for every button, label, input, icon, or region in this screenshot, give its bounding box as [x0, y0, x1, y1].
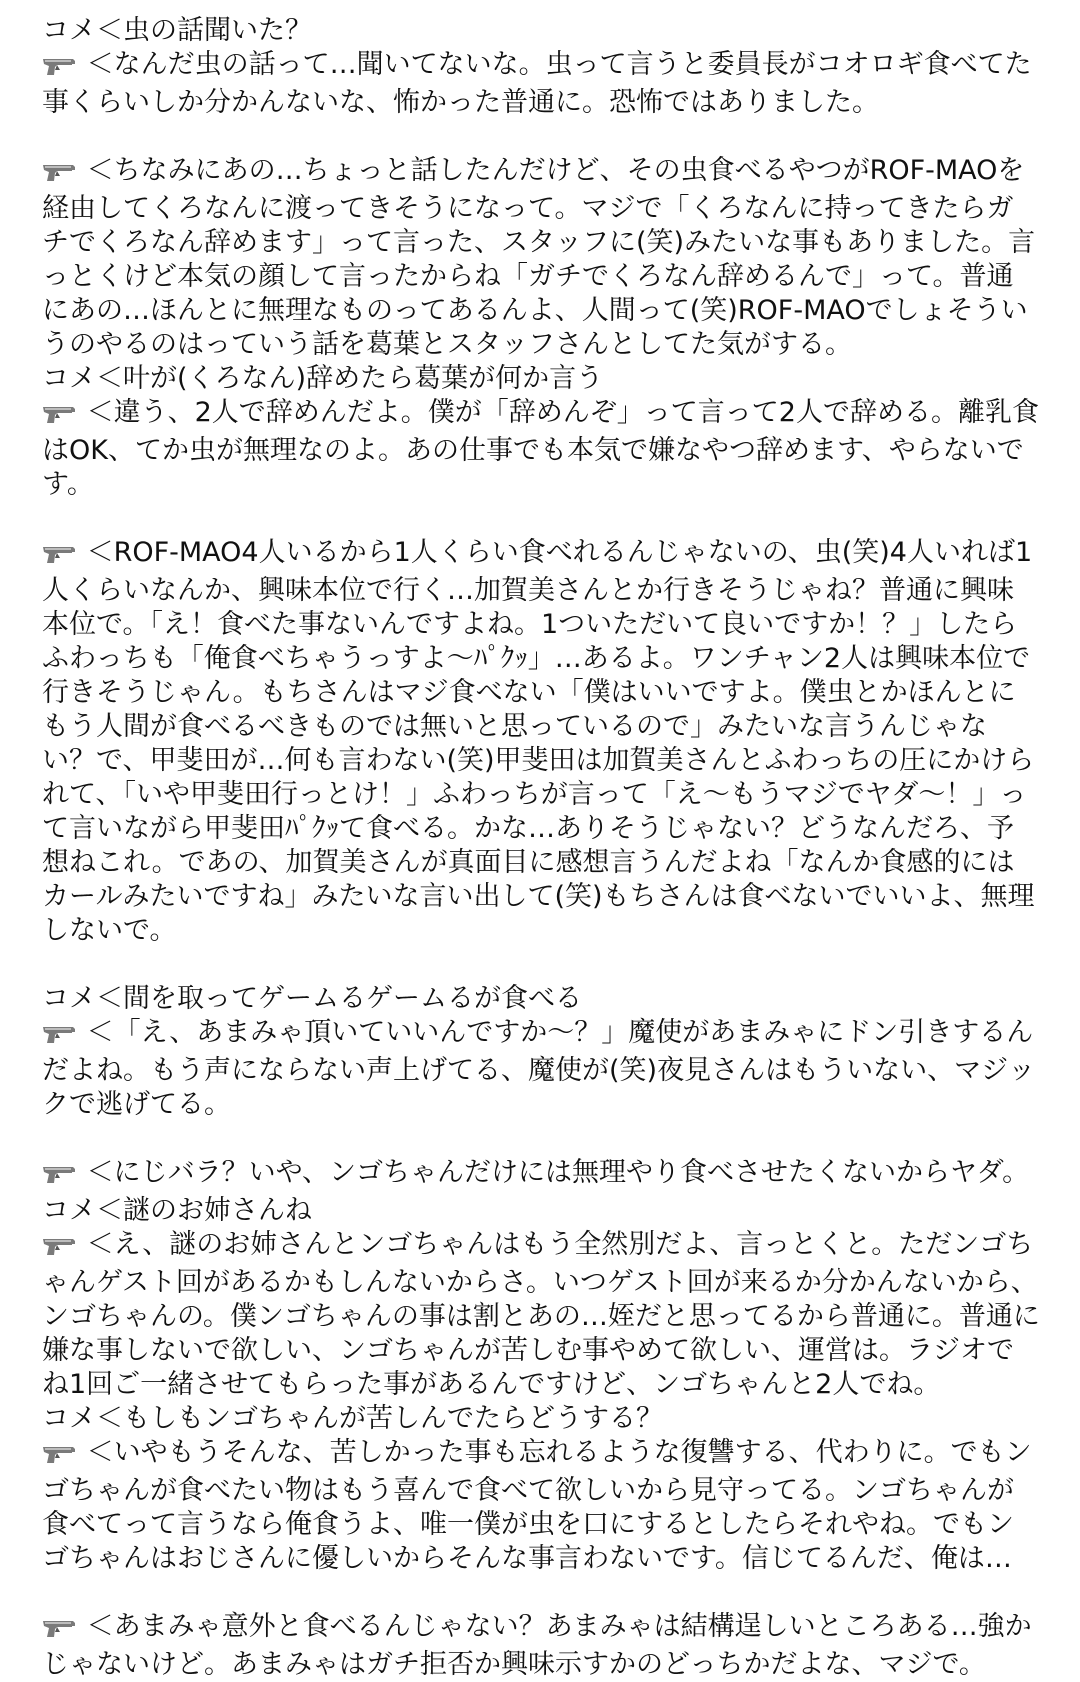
paragraph-spacer	[42, 502, 1040, 536]
pistol-icon	[42, 52, 76, 86]
paragraph-spacer	[42, 1122, 1040, 1156]
paragraph-spacer	[42, 120, 1040, 154]
pistol-icon	[42, 1160, 76, 1194]
comment-line	[42, 982, 1040, 1016]
comment-line	[42, 1194, 1040, 1228]
line-text: ＜にじバラ？いや、ンゴちゃんだけには無理やり食べさせたくないからヤダ。	[86, 1157, 1030, 1188]
line-text: ＜ROF-MAO4人いるから1人くらい食べれるんじゃないの、虫(笑)4人いれば1人くらいなんか、興味本位で行く…加賀美さんとか行きそうじゃね？普通に興味本位で。「え！食べた事ないんですよね。1ついただいて良いですか！？」したらふわっちも「俺食べちゃうっすよ〜ﾊﾟｸｯ」…あるよ。ワンチャン2人は興味本位で行きそうじゃん。もちさんはマジ食べない「僕はいいですよ。僕虫とかほんとにもう人間が食べるべきものでは無いと思っているので」みたいな言うんじゃない？で、甲斐田が…何も言わない(笑)甲斐田は加賀美さんとふわっちの圧にかけられて、「いや甲斐田行っとけ！」ふわっちが言って「え〜もうマジでヤダ〜！」って言いながら甲斐田ﾊﾟｸｯて食べる。かな…ありそうじゃない？どうなんだろ、予想ねこれ。であの、加賀美さんが真面目に感想言うんだよね「なんか食感的にはカールみたいですね」みたいな言い出して(笑)もちさんは食べないでいいよ、無理しないで。	[42, 537, 1035, 946]
pistol-icon	[42, 158, 76, 192]
paragraph-spacer	[42, 1576, 1040, 1610]
streamer-line	[42, 1228, 1040, 1402]
line-text: ＜「え、あまみゃ頂いていいんですか〜？」魔使があまみゃにドン引きするんだよね。もう声にならない声上げてる、魔使が(笑)夜見さんはもういない、マジックで逃げてる。	[42, 1017, 1036, 1120]
transcript	[42, 14, 1040, 1682]
pistol-icon	[42, 1614, 76, 1648]
pistol-icon	[42, 1232, 76, 1266]
line-text: ＜いやもうそんな、苦しかった事も忘れるような復讐する、代わりに。でもンゴちゃんが食べたい物はもう喜んで食べて欲しいから見守ってる。ンゴちゃんが食べてって言うなら俺食うよ、唯一僕が虫を口にするとしたらそれやね。でもンゴちゃんはおじさんに優しいからそんな事言わないです。信じてるんだ、俺は…	[42, 1437, 1032, 1574]
line-text: コメ＜謎のお姉さんね	[42, 1195, 312, 1226]
streamer-line	[42, 1610, 1040, 1682]
pistol-icon	[42, 1020, 76, 1054]
comment-line	[42, 14, 1040, 48]
line-text: ＜ちなみにあの…ちょっと話したんだけど、その虫食べるやつがROF-MAOを経由してくろなんに渡ってきそうになって。マジで「くろなんに持ってきたらガチでくろなん辞めます」って言った、スタッフに(笑)みたいな事もありました。言っとくけど本気の顔して言ったからね「ガチでくろなん辞めるんで」って。普通にあの…ほんとに無理なものってあるんよ、人間って(笑)ROF-MAOでしょそういうのやるのはっていう話を葛葉とスタッフさんとしてた気がする。	[42, 155, 1036, 360]
comment-line	[42, 1402, 1040, 1436]
paragraph-spacer	[42, 948, 1040, 982]
line-text: コメ＜間を取ってゲームるゲームるが食べる	[42, 983, 582, 1014]
streamer-line	[42, 1016, 1040, 1122]
line-text: コメ＜虫の話聞いた？	[42, 15, 312, 46]
streamer-line	[42, 396, 1040, 502]
line-text: ＜なんだ虫の話って…聞いてないな。虫って言うと委員長がコオロギ食べてた事くらいしか分かんないな、怖かった普通に。恐怖ではありました。	[42, 49, 1032, 118]
streamer-line	[42, 48, 1040, 120]
pistol-icon	[42, 540, 76, 574]
streamer-line	[42, 1156, 1040, 1194]
line-text: ＜あまみゃ意外と食べるんじゃない？あまみゃは結構逞しいところある…強かじゃないけど。あまみゃはガチ拒否か興味示すかのどっちかだよな、マジで。	[42, 1611, 1032, 1680]
line-text: ＜違う、2人で辞めんだよ。僕が「辞めんぞ」って言って2人で辞める。離乳食はOK、てか虫が無理なのよ。あの仕事でも本気で嫌なやつ辞めます、やらないです。	[42, 397, 1039, 500]
streamer-line	[42, 154, 1040, 362]
comment-line	[42, 362, 1040, 396]
pistol-icon	[42, 400, 76, 434]
pistol-icon	[42, 1440, 76, 1474]
line-text: コメ＜もしもンゴちゃんが苦しんでたらどうする？	[42, 1403, 663, 1434]
line-text: コメ＜叶が(くろなん)辞めたら葛葉が何か言う	[42, 363, 604, 394]
streamer-line	[42, 1436, 1040, 1576]
streamer-line	[42, 536, 1040, 948]
line-text: ＜え、謎のお姉さんとンゴちゃんはもう全然別だよ、言っとくと。ただンゴちゃんゲスト回があるかもしんないからさ。いつゲスト回が来るか分かんないから、ンゴちゃんの。僕ンゴちゃんの事は割とあの…姪だと思ってるから普通に。普通に嫌な事しないで欲しい、ンゴちゃんが苦しむ事やめて欲しい、運営は。ラジオでね1回ご一緒させてもらった事があるんですけど、ンゴちゃんと2人でね。	[42, 1229, 1040, 1400]
